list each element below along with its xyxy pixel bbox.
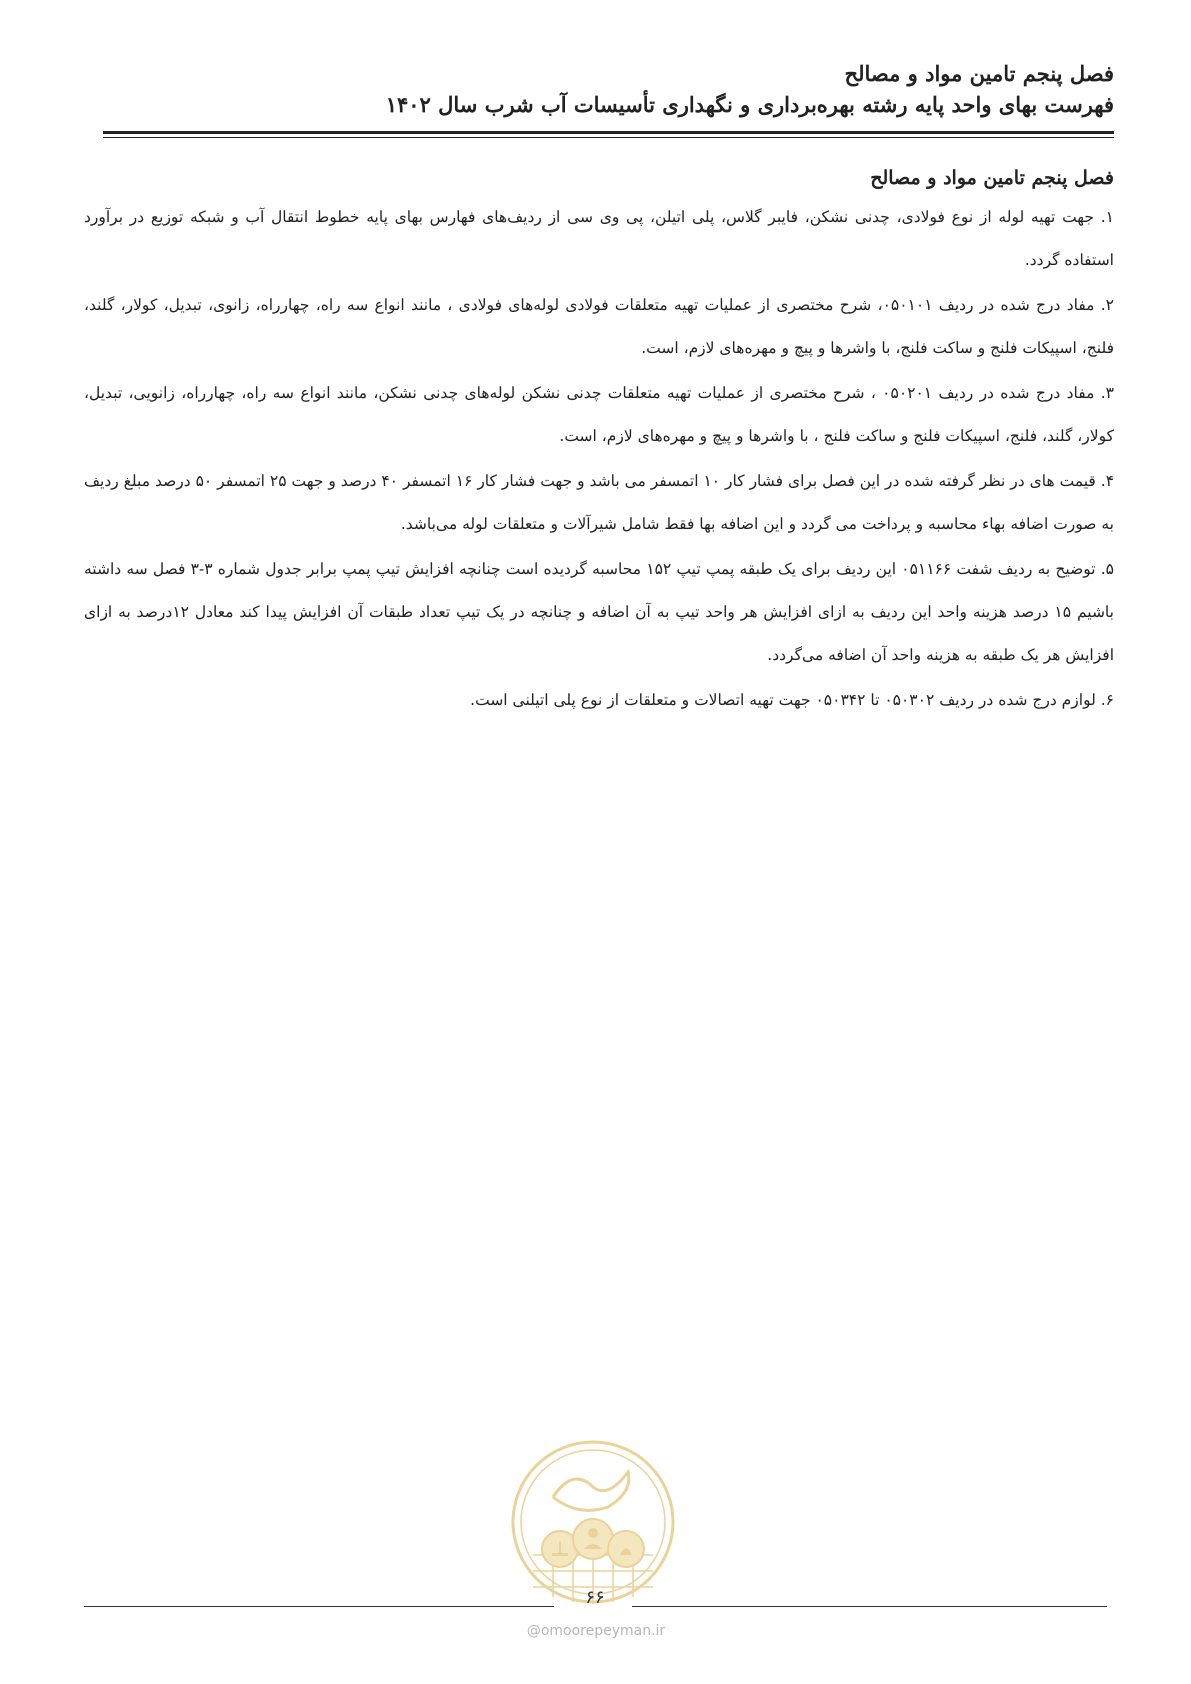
footer-rule-left	[84, 1606, 554, 1607]
paragraph-5: ۵. توضیح به ردیف شفت ۰۵۱۱۶۶ این ردیف برای یک طبقه پمپ تیپ ۱۵۲ محاسبه گردیده است چنانچه افزایش تیپ پمپ برابر جدول شماره ۳-۳ فصل سه داشته باشیم ۱۵ درصد هزینه واحد این ردیف به ازای افزایش هر واحد تیپ به آن اضافه و چنانچه در یک تیپ تعداد طبقات آن افزایش پیدا کند معادل ۱۲درصد به ازای افزایش هر یک طبقه به هزینه واحد آن اضافه می‌گردد.	[84, 560, 1114, 664]
paragraph-2: ۲. مفاد درج شده در ردیف ۰۵۰۱۰۱، شرح مختصری از عملیات تهیه متعلقات فولادی لوله‌های فولادی ، مانند انواع سه راه، چهارراه، زانوی، تبدیل، کولار، گلند، فلنج، اسپیکات فلنج و ساکت فلنج، با واشرها و پیچ و مهره‌های لازم، است.	[84, 296, 1114, 357]
header-chapter-title: فصل پنجم تامین مواد و مصالح	[844, 61, 1114, 86]
page-body	[84, 162, 1114, 724]
header-document-title: فهرست بهای واحد پایه رشته بهره‌برداری و نگهداری تأسیسات آب شرب سال ۱۴۰۲	[385, 92, 1114, 117]
watermark-logo	[508, 1437, 678, 1607]
paragraph-4: ۴. قیمت های در نظر گرفته شده در این فصل برای فشار کار ۱۰ اتمسفر می باشد و جهت فشار کار ۱۶ اتمسفر ۴۰ درصد و جهت ۲۵ اتمسفر ۵۰ درصد مبلغ ردیف به صورت اضافه بهاء محاسبه و پرداخت می گردد و این اضافه بها فقط شامل شیرآلات و متعلقات لوله می‌باشد.	[84, 472, 1115, 533]
header-rule-thick	[103, 131, 1114, 134]
page-number: ۶۶	[585, 1587, 605, 1608]
footer-rule-right	[632, 1606, 1107, 1607]
header-rule-thin	[103, 137, 1114, 138]
section-title: فصل پنجم تامین مواد و مصالح	[870, 167, 1114, 189]
paragraph-1: ۱. جهت تهیه لوله از نوع فولادی، چدنی نشکن، فایبر گلاس، پلی اتیلن، پی وی سی از ردیف‌های فهارس بهای پایه خطوط انتقال آب و شبکه توزیع در برآورد استفاده گردد.	[84, 208, 1114, 269]
paragraph-6: ۶. لوازم درج شده در ردیف ۰۵۰۳۰۲ تا ۰۵۰۳۴۲ جهت تهیه اتصالات و متعلقات از نوع پلی اتیلنی است.	[470, 691, 1114, 709]
page-header	[103, 58, 1114, 120]
website-watermark: @omoorepeyman.ir	[526, 1623, 666, 1639]
paragraph-3: ۳. مفاد درج شده در ردیف ۰۵۰۲۰۱ ، شرح مختصری از عملیات تهیه متعلقات چدنی نشکن لوله‌های چدنی نشکن، مانند انواع سه راه، چهارراه، زانویی، تبدیل، کولار، گلند، فلنج، اسپیکات فلنج و ساکت فلنج ، با واشرها و پیچ و مهره‌های لازم، است.	[84, 384, 1114, 445]
